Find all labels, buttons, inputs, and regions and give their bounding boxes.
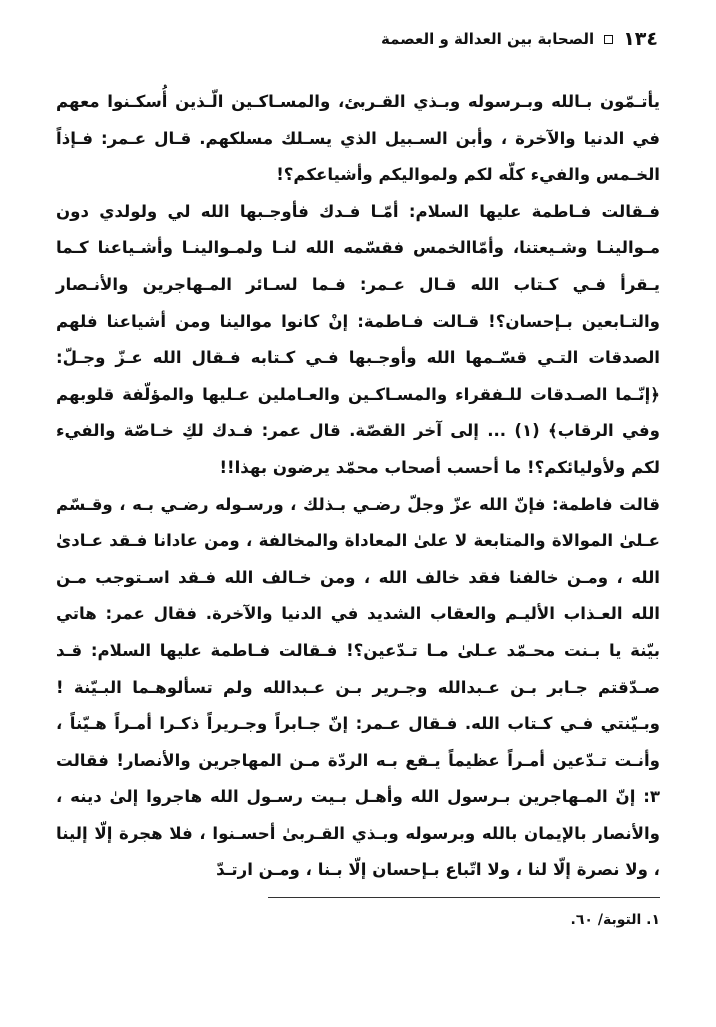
paragraph-3: قالت فاطمة: فإنّ الله عزّ وجلّ رضـي بـذلك ، ورسـوله رضـي بـه ، وقـسّم عـلىٰ الموالاة والمتابعة لا علىٰ المعاداة والمخالفة ، ومن عادانا فـقد عـادىٰ الله ، ومـن خالفنا فقد خالف الله ، ومن خـالف الله فـقد اسـتوجب مـن الله العـذاب الأليـم والعقاب الشديد في الدنيا والآخرة. فقال عمر: هاتي بيّنة يا بـنت محـمّد عـلىٰ مـا تـدّعين؟! فـقالت فـاطمة عليها السلام: قـد صـدّقتم جـابر بـن عـبدالله وجـرير بـن عـبدالله ولم تسألوهـما البـيّنة ! وبـيّنتي فـي كـتاب الله. فـقال عـمر: إنّ جـابراً وجـريراً ذكـرا أمـراً هـيّناً ، وأنـت تـدّعين أمـراً عظيماً يـقع بـه الردّة مـن المهاجرين والأنصار! فقالت ٣: إنّ المـهاجرين بـرسول الله وأهـل بـيت رسـول الله هاجروا إلىٰ دينه ، والأنصار بالإيمان بالله وبرسوله وبـذي القـربىٰ أحسـنوا ، فلا هجرة إلّا إلينا ، ولا نصرة إلّا لنا ، ولا اتّباع بـإحسان إلّا بـنا ، ومـن ارتـدّ	[56, 494, 660, 880]
paragraph-2: فـقالت فـاطمة عليها السلام: أمّـا فـدك فأوجـبها الله لي ولولدي دون مـوالينـا وشـيعتنا، وأمّاالخمس فقسّمه الله لنـا ولمـوالينـا وأشـياعنا كـما يـقرأ فـي كـتاب الله قـال عـمر: فـما لسـائر المـهاجرين والأنـصار والتـابعين بـإحسان؟! قـالت فـاطمة: إنْ كانوا موالينا ومن أشياعنا فلهم الصدقات التـي قسّـمها الله وأوجـبها فـي كـتابه فـقال الله عـزّ وجـلّ: ﴿إنّـما الصـدقات للـفقراء والمسـاكـين والعـاملين عـليها والمؤلّفة قلوبهم وفي الرقاب﴾ (١) ... إلى آخر القصّة. قال عمر: فـدك لكِ خـاصّة والفيء لكم ولأوليائكم؟! ما أحسب أصحاب محمّد يرضون بهذا!!	[56, 201, 660, 477]
main-text	[56, 84, 660, 889]
paragraph-1: يأتـمّون بـالله وبـرسوله وبـذي القـربئ، والمسـاكـين الّـذين أُسكـنوا معهم في الدنيا والآخرة ، وأبن السـبيل الذي يسـلك مسلكهم. قـال عـمر: فـإذاً الخـمس والفيء كلّه لكم ولمواليكم وأشياعكم؟!	[56, 92, 660, 185]
footnote-divider	[268, 897, 660, 898]
header-separator-box	[604, 35, 613, 44]
footnote: ١. التوبة/ ٦٠.	[570, 912, 660, 928]
running-title: الصحابة بين العدالة و العصمة	[381, 30, 595, 48]
page-header	[58, 26, 658, 52]
page-number: ١٣٤	[623, 28, 658, 50]
